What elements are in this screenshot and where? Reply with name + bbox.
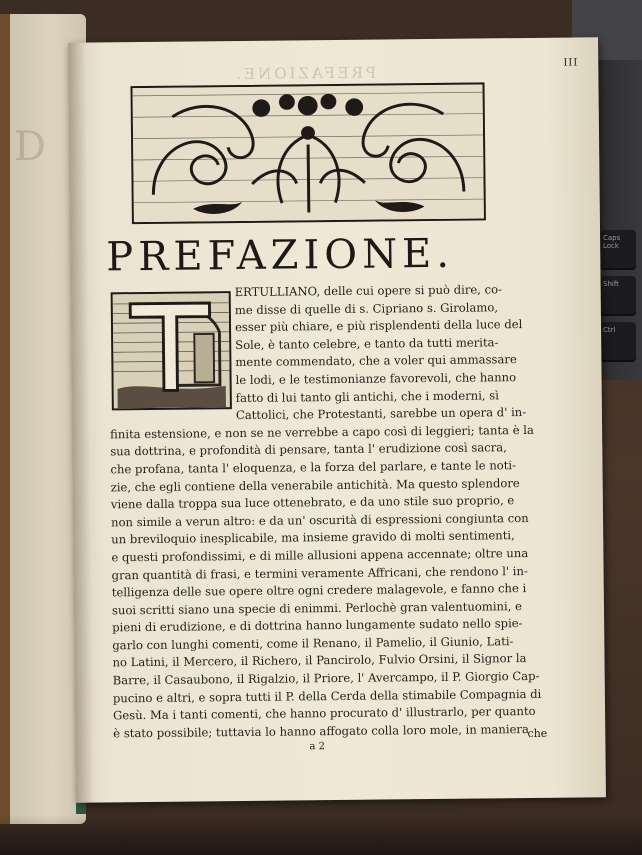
text-line: esser più chiare, e più risplendenti della luce del xyxy=(234,317,523,335)
text-line: Barre, il Casaubono, il Rigalzio, il Priore, l' Avercampo, il P. Giorgio Cap- xyxy=(112,668,540,688)
text-line: garlo con lunghi comenti, come il Renano, il Pamelio, il Giunio, Lati- xyxy=(112,634,514,653)
text-line: e questi profondissimi, e di mille allusioni appena accennate; oltre una xyxy=(111,545,529,565)
key-shift: Shift xyxy=(600,276,636,316)
text-line: pucino e altri, e sopra tutti il P. della Cerda della stimabile Compagnia di xyxy=(112,686,542,706)
body-paragraph xyxy=(109,281,548,743)
ornament-scrollwork-icon xyxy=(133,84,484,222)
text-line: pieni di erudizione, e di dottrina hanno lungamente sudato nello spie- xyxy=(112,616,523,635)
text-line: viene dalla troppa sua luce ottenebrato, e da uno stile suo proprio, e xyxy=(110,493,515,512)
key-ctrl: Ctrl xyxy=(600,322,636,362)
text-line: Gesù. Ma i tanti comenti, che hanno procurato d' illustrarlo, per quanto xyxy=(113,704,536,723)
key-caps-lock: Caps Lock xyxy=(600,230,636,270)
text-line: Cattolici, che Protestanti, sarebbe un opera d' in- xyxy=(235,405,527,423)
text-line: che profana, tanta l' eloquenza, e la forza del parlare, e tante le noti- xyxy=(110,458,517,477)
page-title: PREFAZIONE. xyxy=(106,230,455,281)
signature-mark: a 2 xyxy=(309,741,325,753)
book-cover-edge xyxy=(0,14,10,824)
catchword: che xyxy=(527,726,548,741)
text-line: telligenza delle sue opere oltre ogni credere malagevole, e fanno che i xyxy=(111,581,527,600)
text-line: mente commendato, che a voler qui ammassare xyxy=(235,352,517,370)
book-page xyxy=(68,37,606,803)
text-line: gran quantità di frasi, e termini veramente Affricani, che rendono l' in- xyxy=(111,563,528,582)
text-line: no Latini, il Mercero, il Richero, il Pancirolo, Fulvio Orsini, il Signor la xyxy=(112,651,527,670)
show-through-header: PREFAZIONE. xyxy=(233,63,377,84)
text-line: un breviloquio inesplicabile, ma insieme gravido di molti sentimenti, xyxy=(111,528,515,547)
text-line: ERTULLIANO, delle cui opere si può dire, co- xyxy=(234,282,503,300)
bottom-shadow xyxy=(0,815,642,855)
text-line: fatto di lui tanto gli antichi, che i moderni, sì xyxy=(235,387,499,405)
text-line: è stato possibile; tuttavia lo hanno affogato colla loro mole, in maniera xyxy=(113,721,529,741)
left-page-ghost-letter: D xyxy=(14,124,47,170)
page-number: III xyxy=(563,57,579,69)
initial-spacer xyxy=(109,284,236,413)
text-line: Sole, è tanto celebre, e tanto da tutti merita- xyxy=(235,335,499,352)
text-line: zie, che egli contiene della venerabile antichità. Ma questo splendore xyxy=(110,475,520,494)
text-line: sua dottrina, e profondità di pensare, tanta l' erudizione così sacra, xyxy=(110,440,507,459)
text-line: suoi scritti siano una specie di enimmi. Perlochè gran valentuomini, e xyxy=(111,598,522,618)
text-line: le lodi, e le testimonianze favorevoli, che hanno xyxy=(235,370,517,388)
text-line: non simile a verun altro: e da un' oscurità di espressioni congiunta con xyxy=(110,510,529,530)
text-line: me disse di quelle di s. Cipriano s. Girolamo, xyxy=(234,299,499,317)
engraved-headpiece xyxy=(130,82,485,224)
text-line: finita estensione, e non se ne verrebbe a capo così di leggieri; tanta è la xyxy=(110,422,534,442)
